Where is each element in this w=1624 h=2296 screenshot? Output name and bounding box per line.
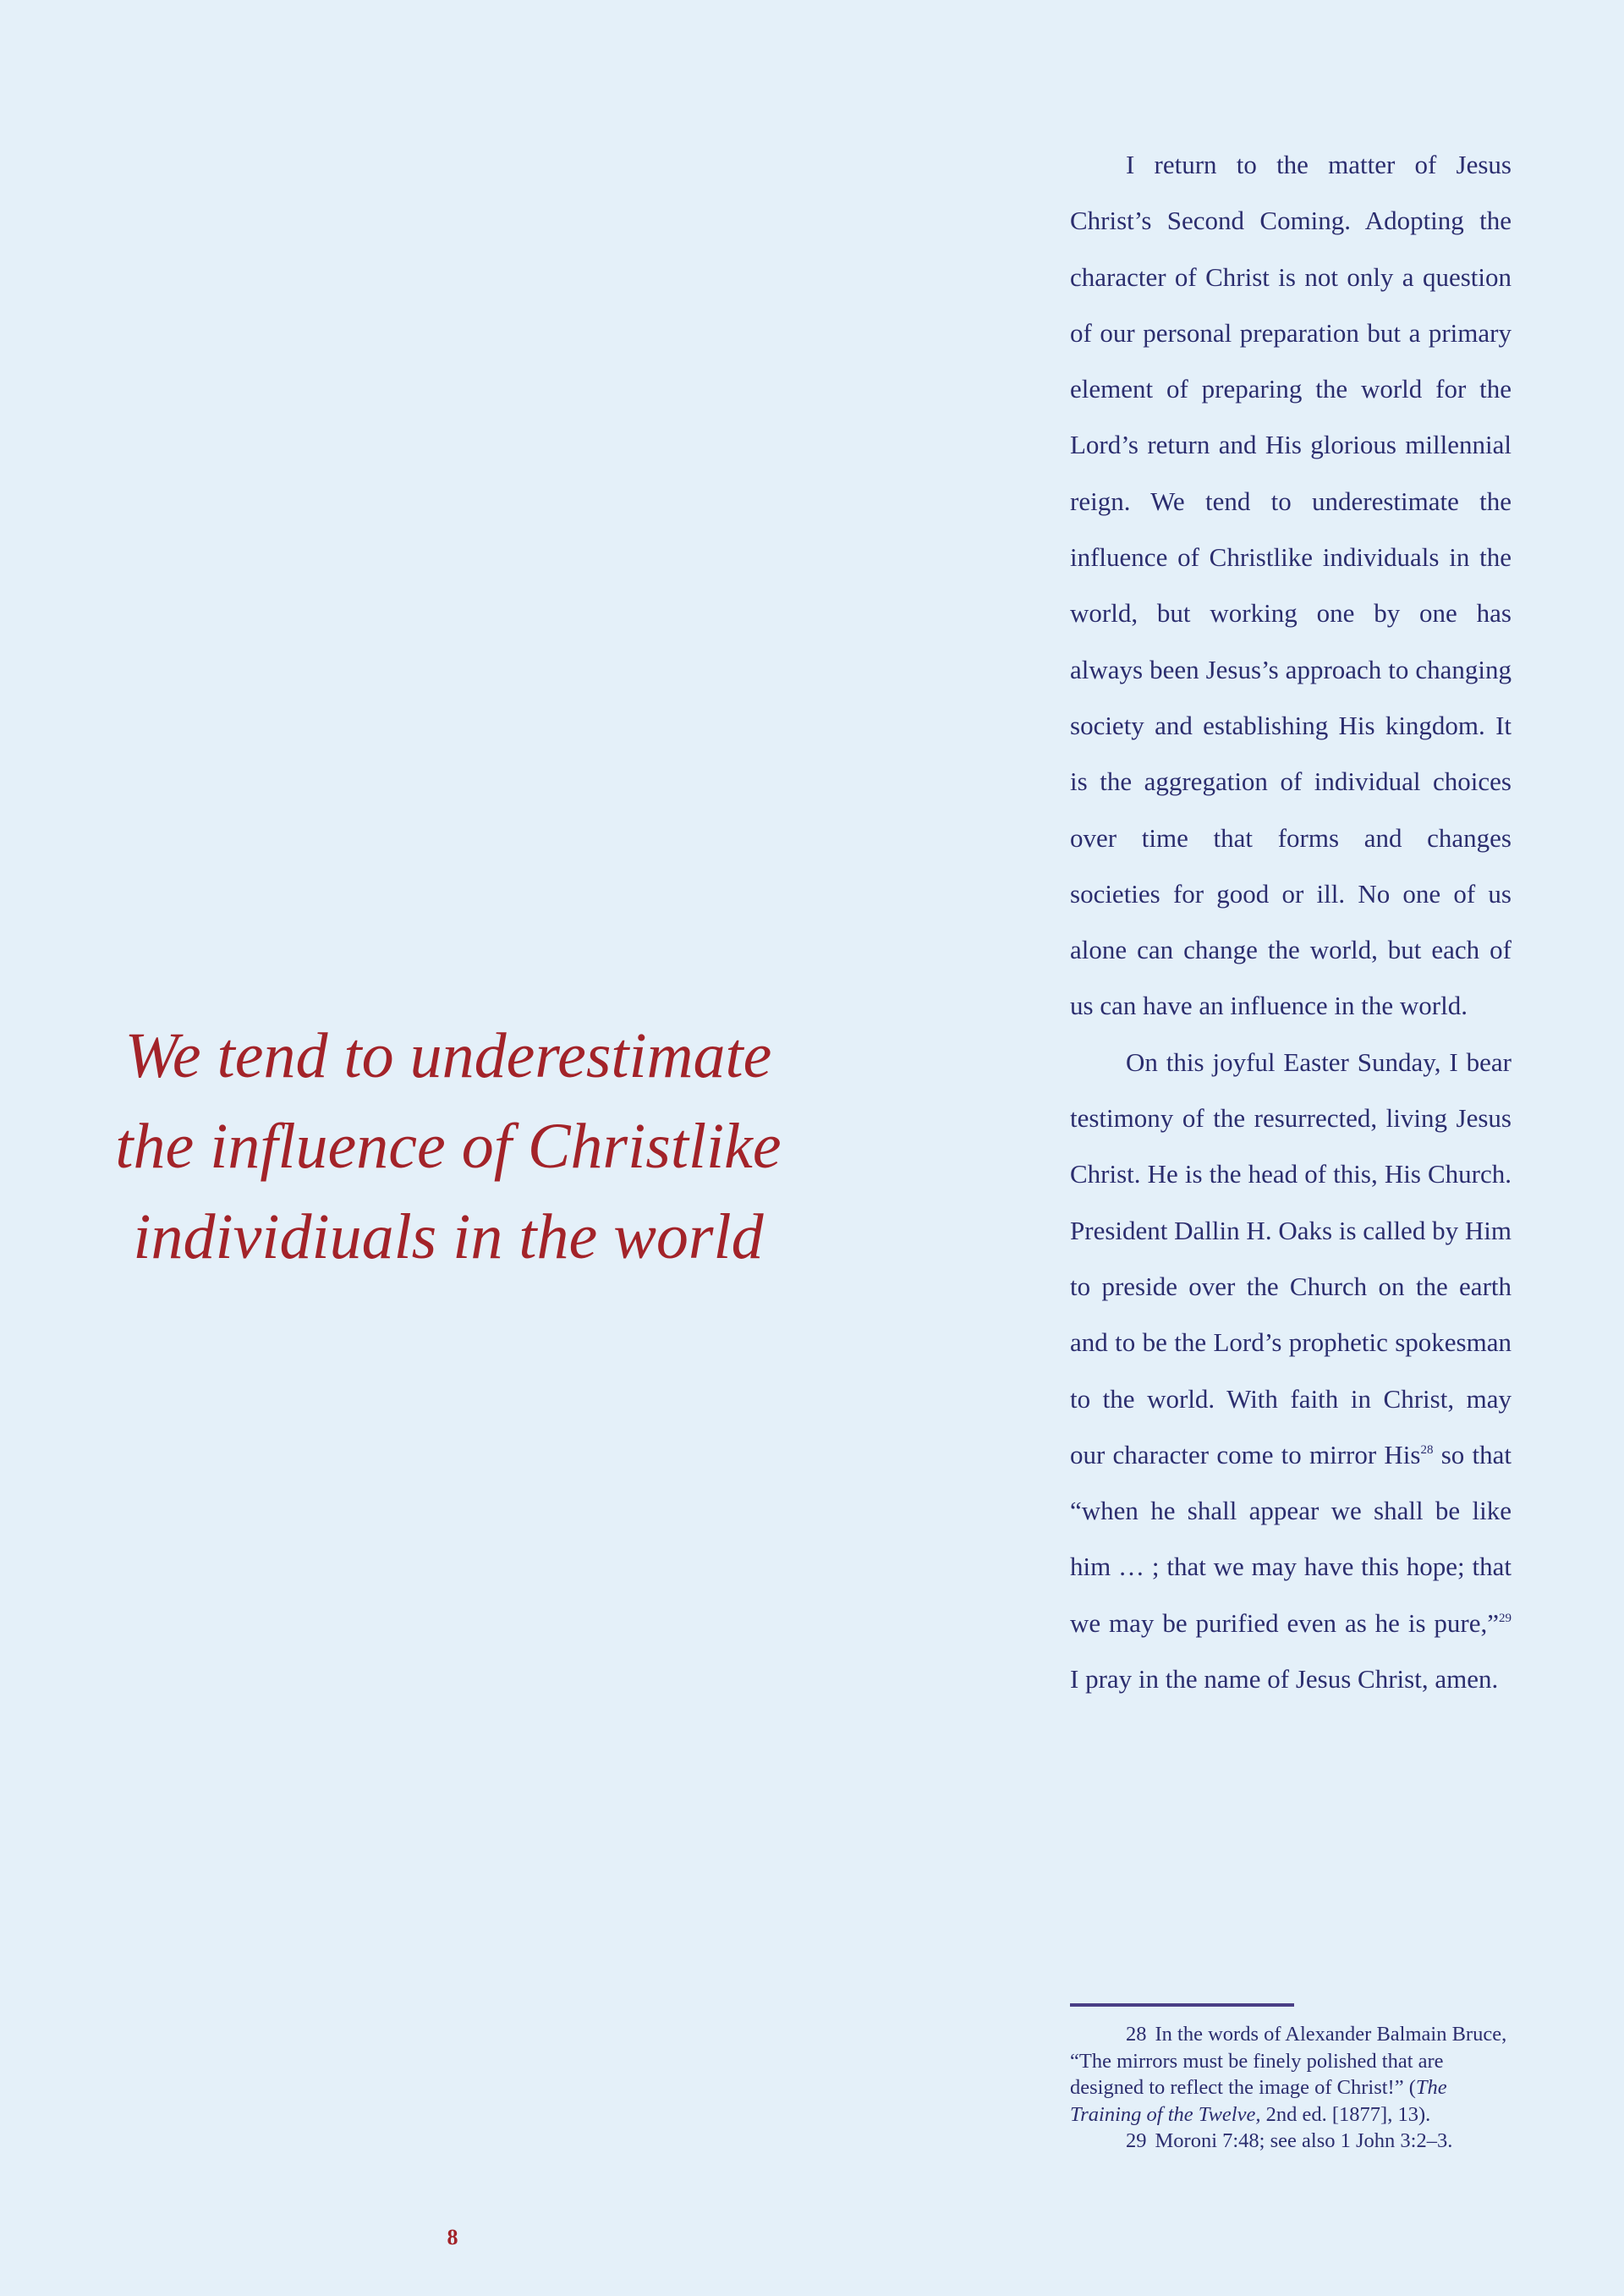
page-number: 8 <box>447 2225 458 2249</box>
footnote-text: 2nd ed. [1877], 13). <box>1260 2102 1431 2126</box>
footnote-number: 29 <box>1126 2129 1147 2152</box>
pull-quote-line: We tend to underestimate <box>124 1020 772 1091</box>
body-text-run: so that “when he shall appear we shall be like him … ; that we may have this hope; that we may be purified even as he is pure,” <box>1070 1439 1512 1638</box>
footnote-29 <box>1070 2128 1512 2155</box>
pull-quote-line: individiuals in the world <box>133 1201 764 1272</box>
body-text-run: On this joyful Easter Sunday, I bear testimony of the resurrected, living Jesus Christ. He is the head of this, His Church. President Dallin H. Oaks is called by Him to preside over the Church on the earth and to be the Lord’s prophetic spokesman to the world. With faith in Christ, may our character come to mirror His <box>1070 1046 1512 1469</box>
body-text-run: I pray in the name of Jesus Christ, amen. <box>1070 1664 1499 1695</box>
body-text-column <box>1070 137 1512 1707</box>
footnote-ref[interactable]: 28 <box>1420 1442 1434 1457</box>
footnotes <box>1070 2021 1512 2155</box>
pull-quote <box>102 1011 795 1283</box>
pull-quote-line: the influence of Christlike <box>115 1111 782 1182</box>
footnote-number: 28 <box>1126 2023 1147 2046</box>
footnote-text: Moroni 7:48; see also 1 John 3:2–3. <box>1155 2129 1453 2152</box>
footnote-ref[interactable]: 29 <box>1499 1611 1512 1625</box>
footnote-book-title: The Training of the Twelve, <box>1070 2076 1447 2126</box>
footnote-divider <box>1070 2003 1294 2007</box>
footnote-28 <box>1070 2021 1512 2128</box>
body-paragraph: I return to the matter of Jesus Christ’s Second Coming. Adopting the character of Christ is not only a question of our personal preparation but a primary element of preparing the world for the Lord’s return and His glorious millennial reign. We tend to underestimate the influence of Christlike individuals in the world, but working one by one has always been Jesus’s approach to changing society and establishing His kingdom. It is the aggregation of individual choices over time that forms and changes societies for good or ill. No one of us alone can change the world, but each of us can have an influence in the world. <box>1070 150 1512 1021</box>
footnote-text: In the words of Alexander Balmain Bruce, “The mirrors must be finely polished that are designed to reflect the image of Christ!” ( <box>1070 2023 1507 2099</box>
body-paragraph <box>1070 1035 1512 1708</box>
